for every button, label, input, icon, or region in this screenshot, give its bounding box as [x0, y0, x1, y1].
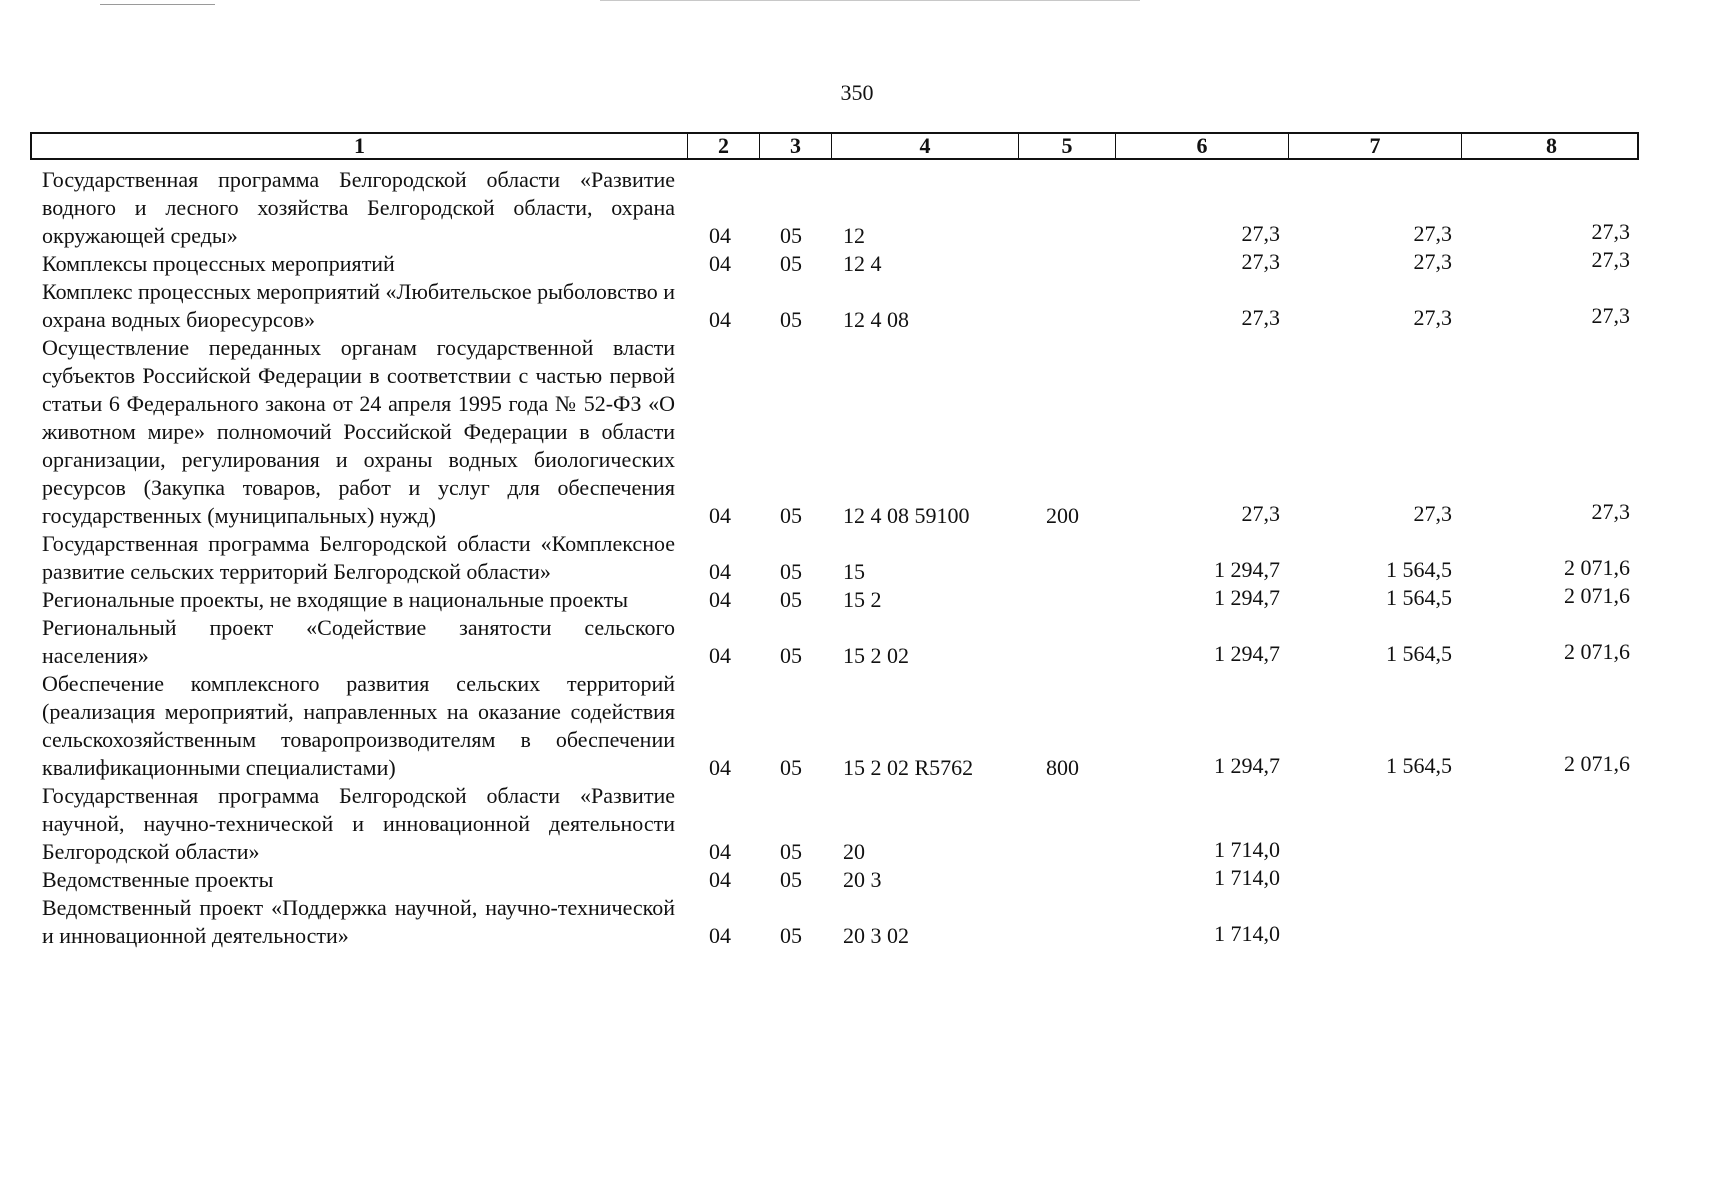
- subsection-code: 05: [780, 867, 802, 892]
- scan-artifact-line: [100, 4, 215, 5]
- target-article-code: 15: [843, 559, 865, 584]
- table-row: [0, 278, 1714, 334]
- target-article-code: 20 3: [843, 867, 882, 892]
- column-header-6: 6: [1115, 134, 1288, 158]
- column-header-1: 1: [354, 133, 365, 158]
- amount-col-6: 1 294,7: [1214, 557, 1280, 582]
- table-row: [0, 334, 1714, 530]
- subsection-code: 05: [780, 643, 802, 668]
- subsection-code: 05: [780, 307, 802, 332]
- column-header-5: 5: [1018, 134, 1115, 158]
- subsection-code: 05: [780, 559, 802, 584]
- row-name: Комплекс процессных мероприятий «Любительское рыболовство и охрана водных биоресурсов»: [42, 279, 675, 332]
- subsection-code: 05: [780, 587, 802, 612]
- amount-col-8: 27,3: [1591, 499, 1630, 524]
- target-article-code: 15 2: [843, 587, 882, 612]
- amount-col-7: 27,3: [1413, 249, 1452, 274]
- amount-col-6: 1 294,7: [1214, 753, 1280, 778]
- row-name: Осуществление переданных органам государственной власти субъектов Российской Федерации в соответствии с частью первой статьи 6 Федерального закона от 24 апреля 1995 года № 52-ФЗ «О животном мире» полномочий Российской Федерации в области организации, регулирования и охраны водных биологических ресурсов (Закупка товаров, работ и услуг для обеспечения государственных (муниципальных) нужд): [42, 335, 675, 528]
- amount-col-7: 27,3: [1413, 501, 1452, 526]
- amount-col-8: 27,3: [1591, 219, 1630, 244]
- subsection-code: 05: [780, 839, 802, 864]
- scan-artifact-line: [600, 0, 1140, 1]
- target-article-code: 12 4 08 59100: [843, 503, 970, 528]
- section-code: 04: [709, 587, 731, 612]
- amount-col-6: 27,3: [1241, 305, 1280, 330]
- amount-col-8: 27,3: [1591, 247, 1630, 272]
- subsection-code: 05: [780, 223, 802, 248]
- amount-col-6: 1 294,7: [1214, 641, 1280, 666]
- row-name: Ведомственные проекты: [42, 867, 274, 892]
- section-code: 04: [709, 867, 731, 892]
- row-name: Региональный проект «Содействие занятости сельского населения»: [42, 615, 675, 668]
- amount-col-7: 27,3: [1413, 221, 1452, 246]
- column-header-row: [30, 132, 1639, 160]
- amount-col-6: 1 294,7: [1214, 585, 1280, 610]
- subsection-code: 05: [780, 251, 802, 276]
- target-article-code: 15 2 02: [843, 643, 909, 668]
- row-name: Государственная программа Белгородской области «Развитие научной, научно-технической и инновационной деятельности Белгородской области»: [42, 783, 675, 864]
- amount-col-6: 27,3: [1241, 249, 1280, 274]
- row-name: Государственная программа Белгородской области «Комплексное развитие сельских территорий Белгородской области»: [42, 531, 675, 584]
- amount-col-6: 1 714,0: [1214, 865, 1280, 890]
- section-code: 04: [709, 559, 731, 584]
- table-row: [0, 530, 1714, 586]
- column-header-7: 7: [1288, 134, 1461, 158]
- target-article-code: 20 3 02: [843, 923, 909, 948]
- table-row: [0, 583, 1714, 614]
- amount-col-8: 27,3: [1591, 303, 1630, 328]
- section-code: 04: [709, 223, 731, 248]
- target-article-code: 12 4: [843, 251, 882, 276]
- target-article-code: 12 4 08: [843, 307, 909, 332]
- expense-type-code: 800: [1046, 755, 1079, 780]
- section-code: 04: [709, 643, 731, 668]
- row-name: Региональные проекты, не входящие в национальные проекты: [42, 587, 629, 612]
- expense-type-code: 200: [1046, 503, 1079, 528]
- page-number-text: 350: [840, 80, 874, 105]
- section-code: 04: [709, 923, 731, 948]
- amount-col-6: 27,3: [1241, 221, 1280, 246]
- amount-col-7: 1 564,5: [1386, 753, 1452, 778]
- table-row: [0, 670, 1714, 782]
- subsection-code: 05: [780, 755, 802, 780]
- amount-col-8: 2 071,6: [1564, 751, 1630, 776]
- budget-table-body: [0, 166, 1714, 950]
- amount-col-8: 2 071,6: [1564, 555, 1630, 580]
- column-header-4: 4: [831, 134, 1018, 158]
- table-row: [0, 866, 1714, 894]
- row-name: Обеспечение комплексного развития сельских территорий (реализация мероприятий, направленных на оказание содействия сельскохозяйственным товаропроизводителям в обеспечении квалификационными специалистами): [42, 671, 675, 780]
- table-row: [0, 166, 1714, 250]
- subsection-code: 05: [780, 503, 802, 528]
- amount-col-6: 1 714,0: [1214, 921, 1280, 946]
- table-row: [0, 894, 1714, 950]
- target-article-code: 15 2 02 R5762: [843, 755, 974, 780]
- amount-col-6: 1 714,0: [1214, 837, 1280, 862]
- table-row: [0, 614, 1714, 670]
- column-header-8: 8: [1461, 134, 1641, 158]
- row-name: Комплексы процессных мероприятий: [42, 251, 395, 276]
- section-code: 04: [709, 755, 731, 780]
- column-header-3: 3: [759, 134, 831, 158]
- section-code: 04: [709, 251, 731, 276]
- amount-col-7: 1 564,5: [1386, 585, 1452, 610]
- page-number: [0, 80, 1714, 106]
- amount-col-8: 2 071,6: [1564, 639, 1630, 664]
- section-code: 04: [709, 839, 731, 864]
- amount-col-7: 27,3: [1413, 305, 1452, 330]
- column-header-2: 2: [687, 134, 759, 158]
- amount-col-8: 2 071,6: [1564, 583, 1630, 608]
- section-code: 04: [709, 503, 731, 528]
- amount-col-7: 1 564,5: [1386, 557, 1452, 582]
- row-name: Государственная программа Белгородской области «Развитие водного и лесного хозяйства Белгородской области, охрана окружающей среды»: [42, 167, 675, 248]
- amount-col-7: 1 564,5: [1386, 641, 1452, 666]
- amount-col-6: 27,3: [1241, 501, 1280, 526]
- table-row: [0, 782, 1714, 866]
- target-article-code: 12: [843, 223, 865, 248]
- target-article-code: 20: [843, 839, 865, 864]
- table-row: [0, 247, 1714, 278]
- section-code: 04: [709, 307, 731, 332]
- subsection-code: 05: [780, 923, 802, 948]
- row-name: Ведомственный проект «Поддержка научной, научно-технической и инновационной деятельности»: [42, 895, 675, 948]
